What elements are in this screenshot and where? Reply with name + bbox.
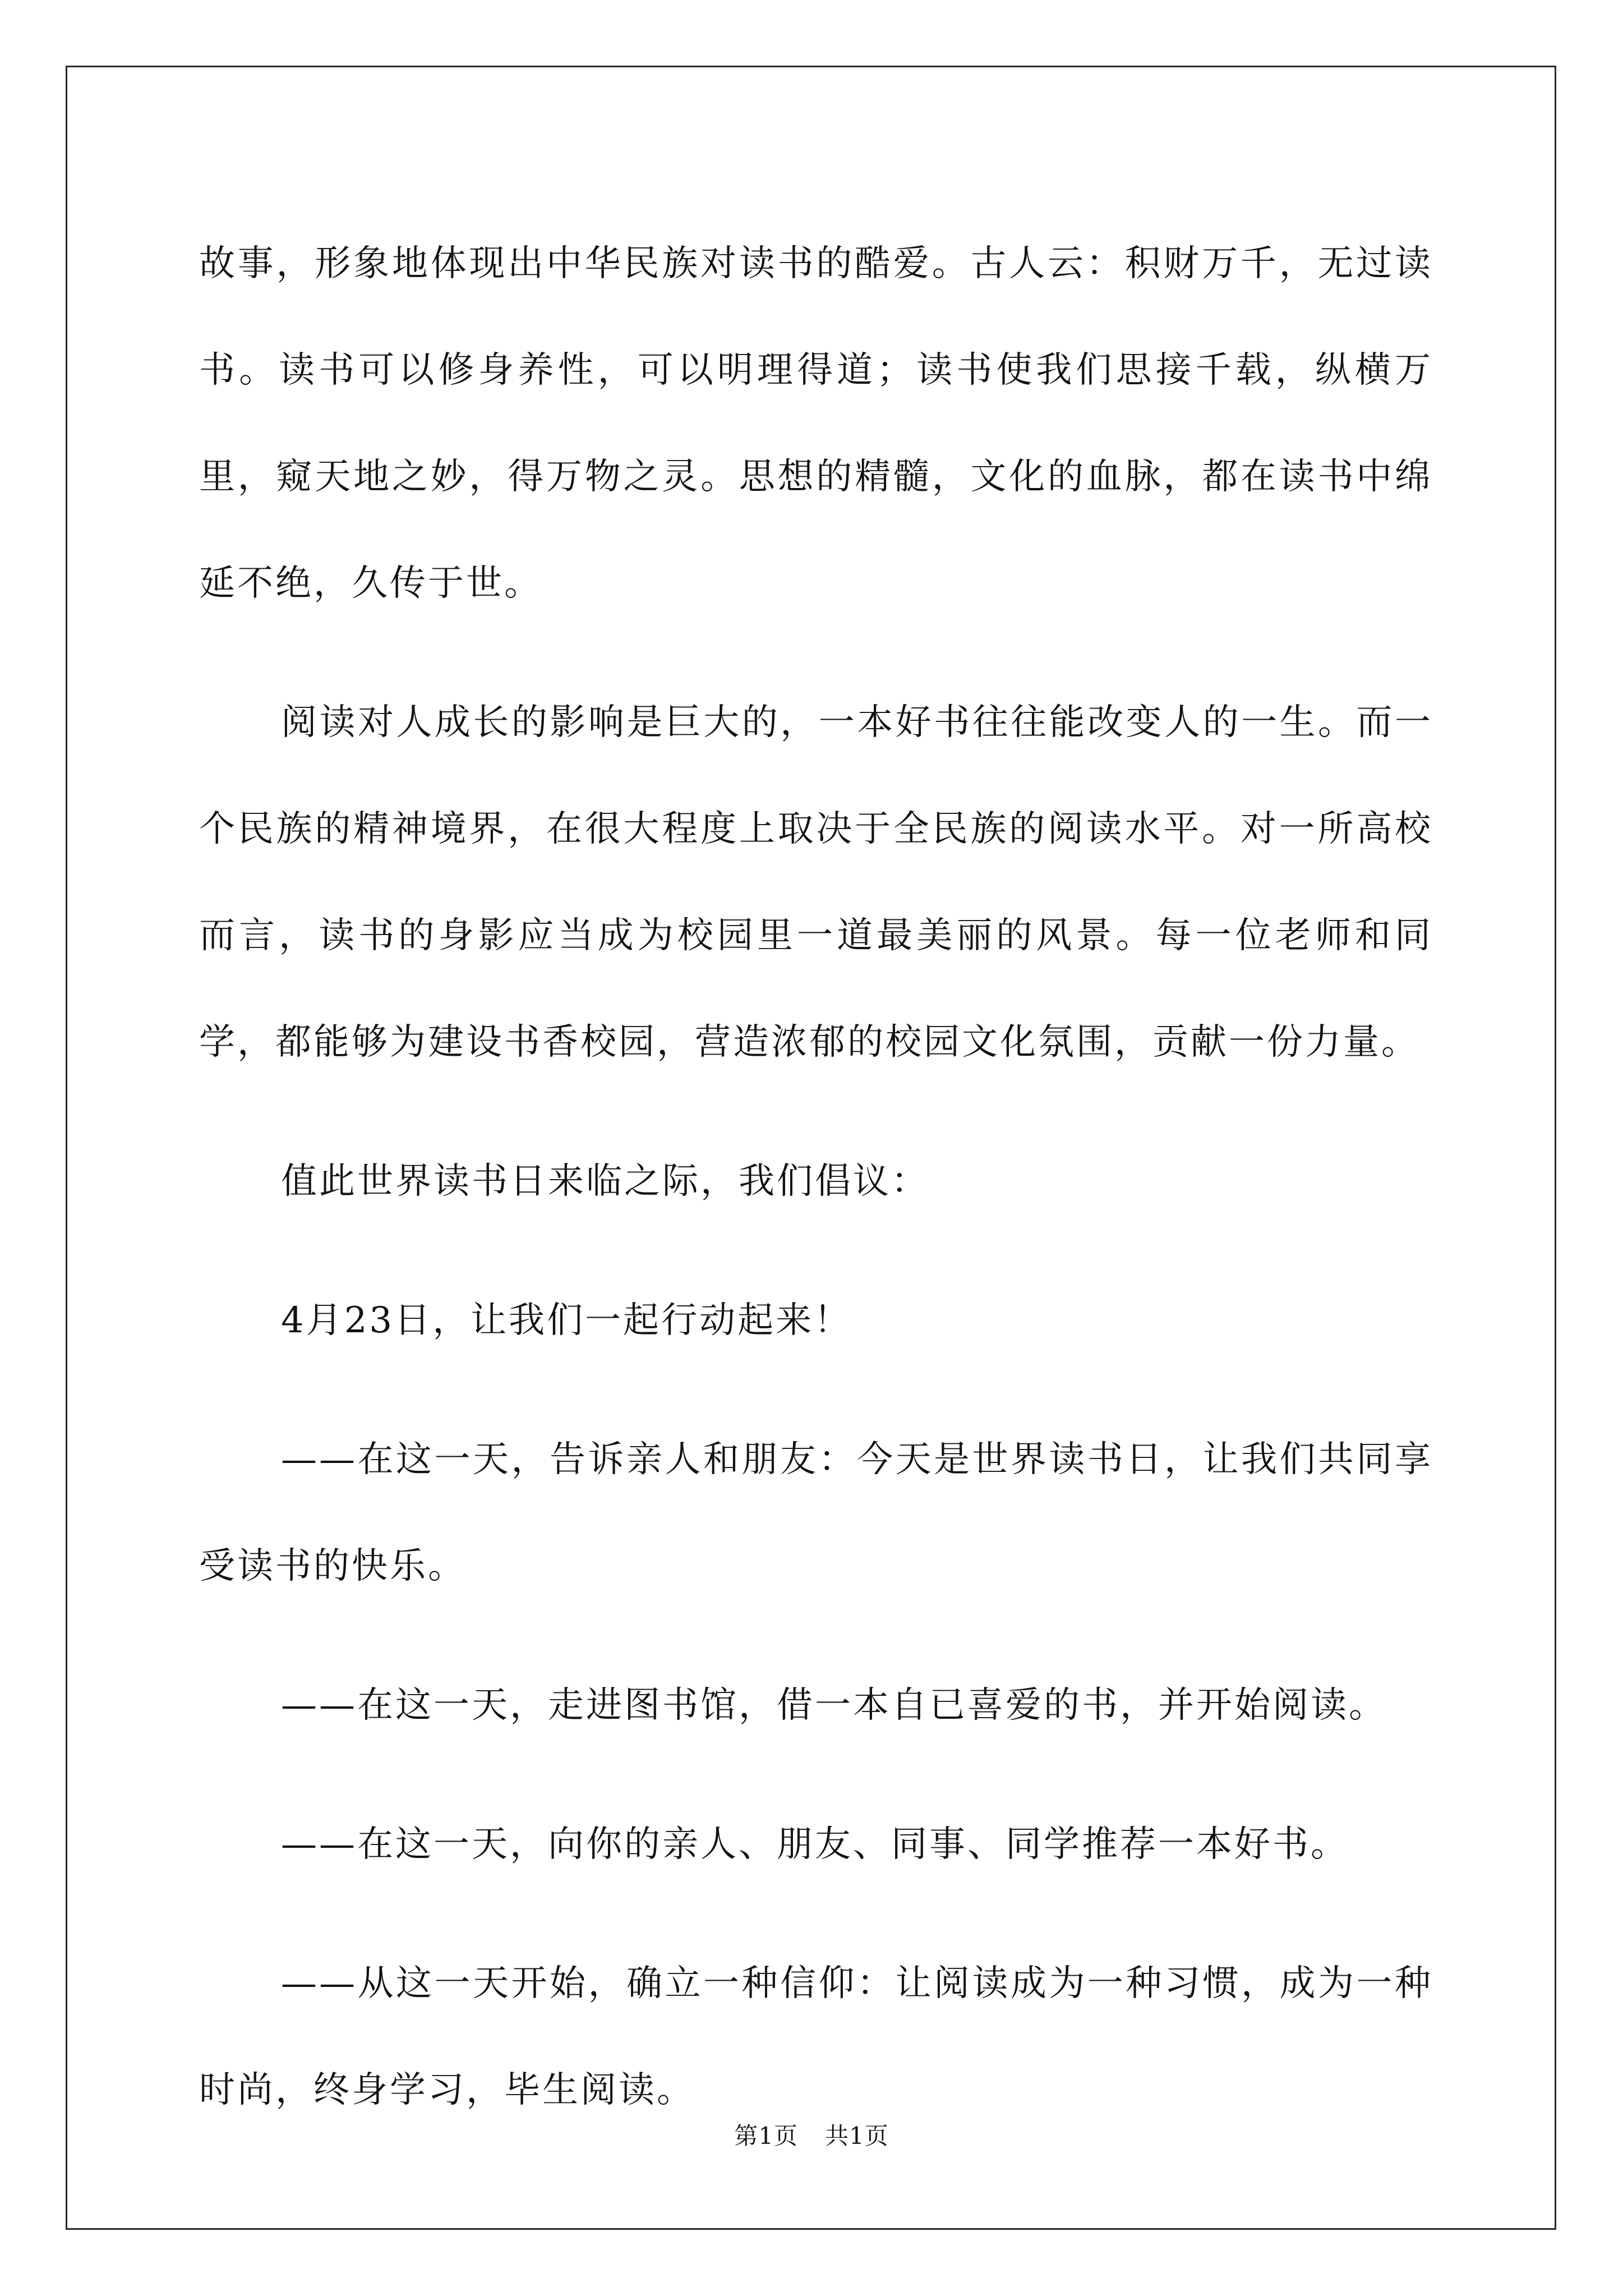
paragraph-reading-influence: 阅读对人成长的影响是巨大的，一本好书往往能改变人的一生。而一个民族的精神境界，在很大程度上取决于全民族的阅读水平。对一所高校而言，读书的身影应当成为校园里一道最美丽的风景。每一位老师和同学，都能够为建设书香校园，营造浓郁的校园文化氛围，贡献一份力量。 bbox=[199, 702, 1433, 1063]
paragraph-visit-library: ——在这一天，走进图书馆，借一本自已喜爱的书，并开始阅读。 bbox=[281, 1685, 1387, 1726]
paragraph-tell-friends: ——在这一天，告诉亲人和朋友：今天是世界读书日，让我们共同享受读书的快乐。 bbox=[199, 1439, 1433, 1587]
paragraph-continued: 故事，形象地体现出中华民族对读书的酷爱。古人云：积财万千，无过读书。读书可以修身养性，可以明理得道；读书使我们思接千载，纵横万里，窥天地之妙，得万物之灵。思想的精髓，文化的血脉，都在读书中绵延不绝，久传于世。 bbox=[199, 243, 1433, 604]
paragraph-date-call: 4月23日，让我们一起行动起来！ bbox=[281, 1300, 852, 1341]
page-number-current: 第1页 bbox=[734, 2122, 798, 2150]
paragraph-reading-habit: ——从这一天开始，确立一种信仰：让阅读成为一种习惯，成为一种时尚，终身学习，毕生阅读。 bbox=[199, 1963, 1433, 2111]
document-body bbox=[199, 210, 1433, 2143]
paragraph-recommend-book: ——在这一天，向你的亲人、朋友、同事、同学推荐一本好书。 bbox=[281, 1824, 1349, 1865]
paragraph-proposal-intro: 值此世界读书日来临之际，我们倡议： bbox=[281, 1161, 929, 1202]
page-footer bbox=[0, 2119, 1623, 2153]
page-number-total: 共1页 bbox=[825, 2122, 889, 2150]
